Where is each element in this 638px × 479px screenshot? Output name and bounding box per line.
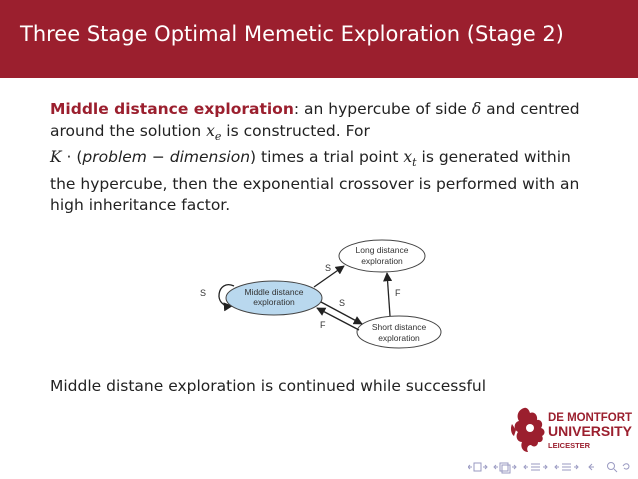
k-symbol: K [50,148,62,167]
self-loop-label: S [200,288,207,298]
edge-short-to-long-label: F [395,288,401,298]
nav-frame-icon[interactable] [468,463,487,471]
problem-term: problem [82,148,147,167]
nav-search-icon[interactable] [608,463,630,473]
nav-document-icon[interactable] [555,464,578,470]
dimension-term: dimension [169,148,251,167]
logo-line2: UNIVERSITY [548,423,632,439]
slide-body: Middle distance exploration: an hypercube of side δ and centred around the solution $x_e$ is constructed. For K · (problem − dimension) times a trial point $x_t$ is generated within the hypercube, then the exponential crossover is performed with an high inheritance factor. [50,100,580,215]
node-middle-line2: exploration [253,297,295,307]
logo-line3: LEICESTER [548,441,591,450]
edge-middle-to-short-label: S [339,298,346,308]
node-short-line1: Short distance [371,322,427,332]
nav-subsection-icon[interactable] [494,463,516,473]
university-logo [510,404,634,456]
node-long-line2: exploration [361,256,403,266]
node-short-distance [357,316,441,348]
griffin-emblem [511,408,545,452]
title-bar [0,0,638,78]
logo-line1: DE MONTFORT [548,412,632,424]
xe-symbol: $x_e$ [206,121,222,143]
edge-middle-to-long-label: S [325,263,332,273]
slide-title: Three Stage Optimal Memetic Exploration (Stage 2) [20,22,564,46]
nav-section-icon[interactable] [524,464,547,470]
xt-symbol: $x_t$ [403,148,417,170]
nav-back-icon[interactable] [589,464,594,470]
highlight-term: Middle distance exploration [50,100,294,118]
state-diagram [192,238,452,350]
conclusion-text: Middle distane exploration is continued while successful [50,377,487,395]
edge-short-to-long [387,273,390,316]
edge-short-to-middle-label: F [320,320,326,330]
node-short-line2: exploration [378,333,420,343]
delta-symbol: δ [471,100,482,118]
node-long-line1: Long distance [355,245,409,255]
beamer-navigation [468,460,632,474]
node-middle-line1: Middle distance [244,287,304,297]
